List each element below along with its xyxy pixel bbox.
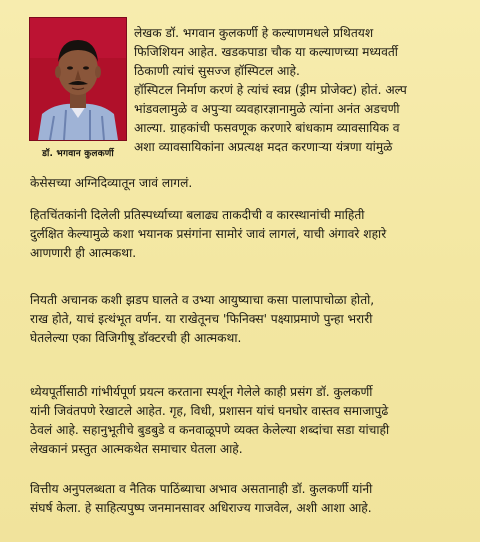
paragraph-5 [30, 480, 372, 518]
text-line: ठिकाणी त्यांचं सुसज्ज हॉस्पिटल आहे. [134, 64, 300, 78]
paragraph-2 [30, 206, 386, 263]
text-line: यांनी जिवंतपणे रेखाटले आहेत. गृह, विधी, प्रशासन यांचं घनघोर वास्तव समाजापुढे [30, 404, 389, 418]
text-line: लेखक डॉ. भगवान कुलकर्णी हे कल्याणमधले प्रथितयश [134, 26, 374, 40]
text-line: दुर्लक्षित केल्यामुळे कशा भयानक प्रसंगांना सामोरं जावं लागलं, याची अंगावरे शहारे [30, 227, 387, 241]
text-line: फिजिशियन आहेत. खडकपाडा चौक या कल्याणच्या मध्यवर्ती [134, 45, 398, 59]
photo-caption: डॉ. भगवान कुलकर्णी [42, 149, 114, 159]
paragraph-1 [30, 174, 192, 193]
text-line: नियती अचानक कशी झडप घालते व उभ्या आयुष्याचा कसा पालापाचोळा होतो, [30, 293, 375, 307]
text-line: ध्येयपूर्तीसाठी गांभीर्यपूर्ण प्रयत्न करताना स्पर्शून गेलेले काही प्रसंग डॉ. कुलकर्णी [30, 385, 373, 399]
text-line: घेतलेल्या एका विजिगीषू डॉक्टरची ही आत्मकथा. [30, 331, 242, 345]
author-portrait-image [30, 18, 126, 140]
text-line: राख होते, याचं इत्थंभूत वर्णन. या राखेतूनच 'फिनिक्स' पक्ष्याप्रमाणे पुन्हा भरारी [30, 312, 373, 326]
text-line: लेखकानं प्रस्तुत आत्मकथेत समाचार घेतला आहे. [30, 442, 243, 456]
paragraph-4 [30, 383, 389, 459]
text-line: संघर्ष केला. हे साहित्यपुष्प जनमानसावर अधिराज्य गाजवेल, अशी आशा आहे. [30, 501, 372, 515]
text-line: वित्तीय अनुपलब्धता व नैतिक पाठिंब्याचा अभाव असतानाही डॉ. कुलकर्णी यांनी [30, 482, 373, 496]
text-line: केसेसच्या अग्निदिव्यातून जावं लागलं. [30, 176, 193, 190]
text-line: भांडवलामुळे व अपुऱ्या व्यवहारज्ञानामुळे त्यांना अनंत अडचणी [134, 102, 400, 116]
text-line: अशा व्यावसायिकांना अप्रत्यक्ष मदत करणाऱ्या यंत्रणा यांमुळे [134, 140, 393, 154]
text-line: ठेवलं आहे. सहानुभूतीचे बुडबुडे व कनवाळूपणे व्यक्त केलेल्या शब्दांचा सडा यांचाही [30, 423, 390, 437]
text-line: हितचिंतकांनी दिलेली प्रतिस्पर्ध्याच्या बलाढ्य ताकदीची व कारस्थानांची माहिती [30, 208, 365, 222]
text-line: आणणारी ही आत्मकथा. [30, 246, 137, 260]
paragraph-3 [30, 291, 374, 348]
author-photo [30, 18, 126, 140]
portrait-illustration [30, 18, 126, 140]
text-line: आल्या. ग्राहकांची फसवणूक करणारे बांधकाम व्यावसायिक व [134, 121, 400, 135]
intro-paragraph [134, 24, 407, 157]
text-line: हॉस्पिटल निर्माण करणं हे त्यांचं स्वप्न (ड्रीम प्रोजेक्ट) होतं. अल्प [134, 83, 407, 97]
